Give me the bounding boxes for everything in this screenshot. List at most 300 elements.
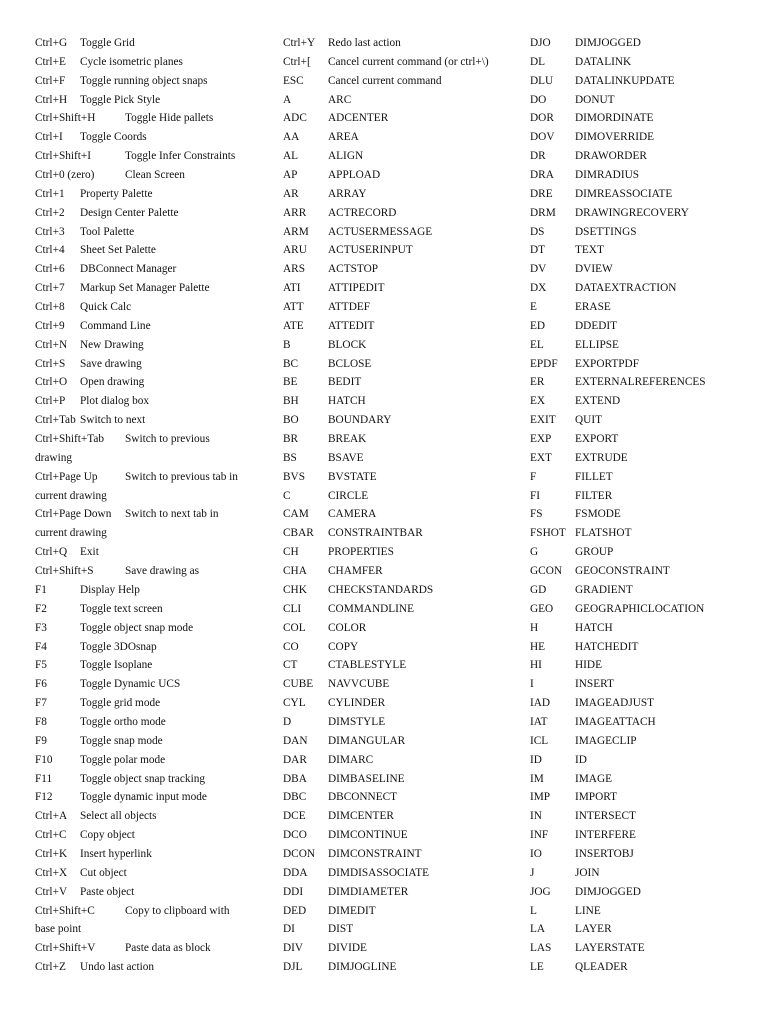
shortcut-key: ED bbox=[530, 319, 546, 332]
shortcut-row bbox=[283, 392, 523, 411]
shortcut-description: Paste data as block bbox=[125, 942, 211, 955]
shortcut-key: EXP bbox=[530, 433, 552, 446]
shortcut-description: GROUP bbox=[575, 546, 614, 559]
shortcut-row bbox=[530, 751, 765, 770]
shortcut-row bbox=[283, 902, 523, 921]
shortcut-key: JOG bbox=[530, 885, 551, 898]
shortcut-description: ACTUSERMESSAGE bbox=[328, 225, 433, 238]
shortcut-row bbox=[530, 920, 765, 939]
shortcut-key: LA bbox=[530, 923, 546, 936]
shortcut-description: Toggle Coords bbox=[80, 131, 147, 144]
shortcut-row bbox=[283, 751, 523, 770]
shortcut-description: Quick Calc bbox=[80, 301, 132, 314]
shortcut-row bbox=[283, 864, 523, 883]
shortcut-key: DRE bbox=[530, 187, 553, 200]
shortcut-row bbox=[283, 411, 523, 430]
shortcut-description: ADCENTER bbox=[328, 112, 389, 125]
shortcut-row bbox=[530, 826, 765, 845]
shortcut-key: ID bbox=[530, 753, 542, 766]
shortcut-key: Ctrl+Q bbox=[35, 546, 68, 559]
shortcut-description: IMAGE bbox=[575, 772, 613, 785]
shortcut-row bbox=[530, 600, 765, 619]
shortcut-key: ESC bbox=[283, 74, 304, 87]
shortcut-row bbox=[283, 373, 523, 392]
shortcut-column-3 bbox=[530, 34, 765, 977]
shortcut-key: IAD bbox=[530, 697, 551, 710]
shortcut-row bbox=[530, 34, 765, 53]
shortcut-key: DDA bbox=[283, 866, 308, 879]
shortcut-row bbox=[283, 920, 523, 939]
shortcut-row bbox=[35, 600, 275, 619]
shortcut-row bbox=[283, 128, 523, 147]
shortcut-row bbox=[35, 864, 275, 883]
shortcut-description: PROPERTIES bbox=[328, 546, 394, 559]
shortcut-key: Ctrl+7 bbox=[35, 282, 65, 295]
shortcut-row bbox=[35, 392, 275, 411]
shortcut-description: Toggle ortho mode bbox=[80, 715, 166, 728]
shortcut-key: E bbox=[530, 301, 537, 314]
shortcut-description: Toggle running object snaps bbox=[80, 74, 208, 87]
shortcut-row bbox=[283, 449, 523, 468]
shortcut-description: Switch to next bbox=[80, 414, 146, 427]
shortcut-key: DX bbox=[530, 282, 547, 295]
shortcut-row bbox=[35, 732, 275, 751]
shortcut-description: Sheet Set Palette bbox=[80, 244, 156, 257]
shortcut-key: DAR bbox=[283, 753, 307, 766]
shortcut-description: HATCHEDIT bbox=[575, 640, 639, 653]
shortcut-key: ATI bbox=[283, 282, 301, 295]
shortcut-key: BS bbox=[283, 451, 297, 464]
shortcut-row bbox=[35, 53, 275, 72]
shortcut-key: DRA bbox=[530, 169, 554, 182]
shortcut-row bbox=[283, 788, 523, 807]
shortcut-key: F7 bbox=[35, 697, 47, 710]
shortcut-key: LAS bbox=[530, 942, 552, 955]
shortcut-key: DBC bbox=[283, 791, 307, 804]
shortcut-row bbox=[283, 619, 523, 638]
shortcut-description: DIST bbox=[328, 923, 354, 936]
shortcut-description: Cancel current command (or ctrl+\) bbox=[328, 55, 489, 68]
shortcut-description: Cancel current command bbox=[328, 74, 442, 87]
shortcut-key: DV bbox=[530, 263, 547, 276]
shortcut-row bbox=[35, 505, 275, 524]
shortcut-row bbox=[283, 524, 523, 543]
shortcut-key: EL bbox=[530, 338, 544, 351]
shortcut-row bbox=[35, 241, 275, 260]
shortcut-description: Undo last action bbox=[80, 961, 155, 974]
shortcut-key: ARS bbox=[283, 263, 305, 276]
shortcut-row bbox=[283, 109, 523, 128]
shortcut-row bbox=[283, 241, 523, 260]
shortcut-key: AP bbox=[283, 169, 298, 182]
shortcut-description: NAVVCUBE bbox=[328, 678, 390, 691]
shortcut-key: DO bbox=[530, 93, 547, 106]
shortcut-description: Toggle grid mode bbox=[80, 697, 161, 710]
shortcut-row bbox=[283, 939, 523, 958]
shortcut-description: Switch to next tab in bbox=[125, 508, 219, 521]
shortcut-row bbox=[283, 298, 523, 317]
shortcut-key: Ctrl+Shift+S bbox=[35, 565, 94, 578]
shortcut-row bbox=[35, 109, 275, 128]
shortcut-row bbox=[530, 147, 765, 166]
shortcut-description: ATTIPEDIT bbox=[328, 282, 385, 295]
shortcut-key: F8 bbox=[35, 715, 47, 728]
shortcut-key: F9 bbox=[35, 734, 47, 747]
shortcut-description: DIMCONSTRAINT bbox=[328, 847, 422, 860]
shortcut-row bbox=[530, 845, 765, 864]
shortcut-key: DLU bbox=[530, 74, 554, 87]
shortcut-row bbox=[530, 807, 765, 826]
shortcut-key: Ctrl+C bbox=[35, 829, 67, 842]
shortcut-key: Ctrl+Shift+H bbox=[35, 112, 96, 125]
shortcut-row bbox=[35, 675, 275, 694]
shortcut-row bbox=[35, 939, 275, 958]
shortcut-key: ICL bbox=[530, 734, 549, 747]
shortcut-row bbox=[530, 958, 765, 977]
shortcut-row bbox=[530, 638, 765, 657]
shortcut-key: C bbox=[283, 489, 291, 502]
shortcut-row bbox=[530, 562, 765, 581]
shortcut-key: Ctrl+Shift+I bbox=[35, 150, 92, 163]
shortcut-key: Ctrl+8 bbox=[35, 301, 65, 314]
shortcut-key: IMP bbox=[530, 791, 551, 804]
shortcut-row bbox=[35, 694, 275, 713]
shortcut-row bbox=[283, 600, 523, 619]
shortcut-description: Tool Palette bbox=[80, 225, 135, 238]
shortcut-key: BVS bbox=[283, 470, 305, 483]
shortcut-description: CYLINDER bbox=[328, 697, 386, 710]
shortcut-key: Ctrl+P bbox=[35, 395, 66, 408]
shortcut-row bbox=[283, 543, 523, 562]
shortcut-key: Ctrl+6 bbox=[35, 263, 65, 276]
shortcut-description: CAMERA bbox=[328, 508, 377, 521]
shortcut-row bbox=[283, 883, 523, 902]
shortcut-description: DIMJOGLINE bbox=[328, 961, 397, 974]
shortcut-key: HI bbox=[530, 659, 542, 672]
shortcut-key: ER bbox=[530, 376, 545, 389]
shortcut-row bbox=[35, 128, 275, 147]
shortcut-key: F5 bbox=[35, 659, 47, 672]
shortcut-description: Toggle snap mode bbox=[80, 734, 163, 747]
shortcut-description: ALIGN bbox=[328, 150, 364, 163]
shortcut-key: DDI bbox=[283, 885, 304, 898]
shortcut-row bbox=[283, 694, 523, 713]
shortcut-row bbox=[283, 675, 523, 694]
shortcut-row bbox=[35, 166, 275, 185]
shortcut-description: HATCH bbox=[575, 621, 613, 634]
shortcut-key: AA bbox=[283, 131, 300, 144]
shortcut-key: Ctrl+[ bbox=[283, 55, 311, 68]
shortcut-key: FSHOT bbox=[530, 527, 566, 540]
shortcut-description: DBCONNECT bbox=[328, 791, 398, 804]
shortcut-row bbox=[283, 826, 523, 845]
shortcut-key: Ctrl+N bbox=[35, 338, 68, 351]
shortcut-description: DIMREASSOCIATE bbox=[575, 187, 673, 200]
shortcut-row bbox=[35, 298, 275, 317]
shortcut-description: INTERSECT bbox=[575, 810, 636, 823]
shortcut-row bbox=[283, 91, 523, 110]
shortcut-key: G bbox=[530, 546, 539, 559]
shortcut-key: DBA bbox=[283, 772, 307, 785]
shortcut-key: F3 bbox=[35, 621, 47, 634]
shortcut-key: H bbox=[530, 621, 539, 634]
shortcut-key: F4 bbox=[35, 640, 47, 653]
shortcut-key: F10 bbox=[35, 753, 53, 766]
shortcut-description: DATAEXTRACTION bbox=[575, 282, 677, 295]
shortcut-key: CYL bbox=[283, 697, 306, 710]
shortcut-key: Ctrl+X bbox=[35, 866, 68, 879]
shortcut-description: TEXT bbox=[575, 244, 604, 257]
shortcut-description: EXTRUDE bbox=[575, 451, 628, 464]
shortcut-key: CHA bbox=[283, 565, 307, 578]
shortcut-row bbox=[35, 279, 275, 298]
shortcut-description: DIMSTYLE bbox=[328, 715, 386, 728]
shortcut-description: Property Palette bbox=[80, 187, 153, 200]
shortcut-key: EXIT bbox=[530, 414, 556, 427]
shortcut-row bbox=[530, 430, 765, 449]
shortcut-description: CTABLESTYLE bbox=[328, 659, 407, 672]
shortcut-key: Ctrl+A bbox=[35, 810, 68, 823]
shortcut-description: Plot dialog box bbox=[80, 395, 150, 408]
shortcut-description: IMAGEADJUST bbox=[575, 697, 655, 710]
shortcut-description: FILLET bbox=[575, 470, 613, 483]
shortcut-key: AL bbox=[283, 150, 299, 163]
shortcut-row bbox=[283, 505, 523, 524]
shortcut-key: Ctrl+E bbox=[35, 55, 66, 68]
shortcut-row bbox=[530, 166, 765, 185]
shortcut-key: Ctrl+2 bbox=[35, 206, 65, 219]
shortcut-description: Toggle object snap mode bbox=[80, 621, 194, 634]
shortcut-key: ARR bbox=[283, 206, 307, 219]
shortcut-description: QLEADER bbox=[575, 961, 628, 974]
shortcut-row bbox=[530, 449, 765, 468]
shortcut-description: ID bbox=[575, 753, 587, 766]
shortcut-key: CO bbox=[283, 640, 299, 653]
shortcut-row bbox=[35, 543, 275, 562]
shortcut-row bbox=[35, 147, 275, 166]
shortcut-description: DIMJOGGED bbox=[575, 885, 641, 898]
shortcut-row bbox=[35, 638, 275, 657]
shortcut-row bbox=[530, 128, 765, 147]
shortcut-key: EXT bbox=[530, 451, 552, 464]
shortcut-row bbox=[283, 713, 523, 732]
shortcut-key: CHK bbox=[283, 583, 307, 596]
shortcut-row bbox=[35, 317, 275, 336]
shortcut-key: Ctrl+4 bbox=[35, 244, 65, 257]
shortcut-key: Ctrl+Y bbox=[283, 37, 316, 49]
shortcut-row bbox=[283, 336, 523, 355]
shortcut-key: DOV bbox=[530, 131, 555, 144]
shortcut-row bbox=[283, 223, 523, 242]
shortcut-key: BC bbox=[283, 357, 299, 370]
shortcut-description: EXPORTPDF bbox=[575, 357, 639, 370]
shortcut-description: DATALINKUPDATE bbox=[575, 74, 675, 87]
shortcut-key: CLI bbox=[283, 602, 302, 615]
shortcut-description: INSERT bbox=[575, 678, 614, 691]
shortcut-row bbox=[530, 185, 765, 204]
shortcut-description: IMPORT bbox=[575, 791, 618, 804]
shortcut-key: DJO bbox=[530, 37, 551, 49]
shortcut-key: Ctrl+S bbox=[35, 357, 66, 370]
shortcut-description: QUIT bbox=[575, 414, 602, 427]
shortcut-description: GEOGRAPHICLOCATION bbox=[575, 602, 705, 615]
shortcut-key: INF bbox=[530, 829, 549, 842]
shortcut-row bbox=[283, 34, 523, 53]
shortcut-key: Ctrl+Shift+C bbox=[35, 904, 95, 917]
shortcut-row bbox=[35, 807, 275, 826]
shortcut-key: AR bbox=[283, 187, 299, 200]
shortcut-row bbox=[35, 958, 275, 977]
shortcut-row bbox=[530, 656, 765, 675]
shortcut-description: IMAGECLIP bbox=[575, 734, 637, 747]
shortcut-row bbox=[283, 279, 523, 298]
shortcut-description: ARC bbox=[328, 93, 352, 106]
shortcut-row bbox=[35, 411, 275, 430]
shortcut-description: Design Center Palette bbox=[80, 206, 179, 219]
shortcut-description: Save drawing as bbox=[125, 565, 200, 578]
shortcut-description: APPLOAD bbox=[328, 169, 381, 182]
shortcut-key: LE bbox=[530, 961, 544, 974]
shortcut-key: DI bbox=[283, 923, 295, 936]
shortcut-row bbox=[35, 581, 275, 600]
shortcut-key: CBAR bbox=[283, 527, 314, 540]
shortcut-description: DSETTINGS bbox=[575, 225, 637, 238]
shortcut-key: DCON bbox=[283, 847, 316, 860]
shortcut-row bbox=[530, 223, 765, 242]
shortcut-description: CHECKSTANDARDS bbox=[328, 583, 434, 596]
shortcut-row bbox=[283, 581, 523, 600]
shortcut-description: DIMANGULAR bbox=[328, 734, 406, 747]
shortcut-description: New Drawing bbox=[80, 338, 144, 351]
shortcut-description: COLOR bbox=[328, 621, 367, 634]
shortcut-key: IN bbox=[530, 810, 542, 823]
shortcut-description: IMAGEATTACH bbox=[575, 715, 656, 728]
shortcut-row bbox=[283, 185, 523, 204]
shortcut-continuation-line bbox=[35, 449, 275, 468]
shortcut-column-1 bbox=[35, 34, 275, 977]
shortcut-key: DCO bbox=[283, 829, 307, 842]
shortcut-description: CIRCLE bbox=[328, 489, 369, 502]
shortcut-description: DRAWORDER bbox=[575, 150, 647, 163]
shortcut-description: Open drawing bbox=[80, 376, 145, 389]
shortcut-row bbox=[530, 109, 765, 128]
shortcut-key: BO bbox=[283, 414, 299, 427]
shortcut-row bbox=[530, 732, 765, 751]
shortcut-key: Ctrl+Shift+Tab bbox=[35, 433, 105, 446]
shortcut-description: DDEDIT bbox=[575, 319, 618, 332]
shortcut-description: HATCH bbox=[328, 395, 366, 408]
shortcut-description: ATTDEF bbox=[328, 301, 371, 314]
shortcut-description: DVIEW bbox=[575, 263, 613, 276]
shortcut-description: BSAVE bbox=[328, 451, 364, 464]
shortcut-key: F bbox=[530, 470, 537, 483]
shortcut-key: IM bbox=[530, 772, 544, 785]
shortcut-row bbox=[283, 53, 523, 72]
shortcut-key: ARU bbox=[283, 244, 307, 257]
shortcut-row bbox=[35, 826, 275, 845]
shortcut-key: Ctrl+Page Down bbox=[35, 508, 112, 521]
shortcut-key: Ctrl+F bbox=[35, 74, 66, 87]
shortcut-key: BH bbox=[283, 395, 299, 408]
shortcut-description: BOUNDARY bbox=[328, 414, 392, 427]
shortcut-column-2 bbox=[283, 34, 523, 977]
shortcut-key: J bbox=[530, 866, 535, 879]
shortcut-key: DJL bbox=[283, 961, 303, 974]
shortcut-key: GEO bbox=[530, 602, 554, 615]
shortcut-row bbox=[530, 902, 765, 921]
shortcut-key: Ctrl+I bbox=[35, 131, 63, 144]
shortcut-row bbox=[35, 91, 275, 110]
shortcut-row bbox=[35, 204, 275, 223]
shortcut-row bbox=[35, 770, 275, 789]
shortcut-description: COPY bbox=[328, 640, 359, 653]
shortcut-description: Markup Set Manager Palette bbox=[80, 282, 210, 295]
shortcut-description: DIMCONTINUE bbox=[328, 829, 408, 842]
shortcut-description: Toggle Infer Constraints bbox=[125, 150, 236, 163]
shortcut-description: CONSTRAINTBAR bbox=[328, 527, 423, 540]
shortcut-continuation-line bbox=[35, 524, 275, 543]
shortcut-description: Toggle Grid bbox=[80, 37, 135, 49]
shortcut-key: DS bbox=[530, 225, 545, 238]
shortcut-key: I bbox=[530, 678, 534, 691]
shortcut-row bbox=[530, 543, 765, 562]
shortcut-description: Cycle isometric planes bbox=[80, 55, 183, 68]
shortcut-row bbox=[35, 656, 275, 675]
shortcut-description: Paste object bbox=[80, 885, 135, 898]
shortcut-description: ACTSTOP bbox=[328, 263, 379, 276]
continuation-text: current drawing bbox=[35, 489, 107, 502]
shortcut-description: BREAK bbox=[328, 433, 367, 446]
shortcut-row bbox=[35, 713, 275, 732]
shortcut-row bbox=[283, 468, 523, 487]
continuation-text: base point bbox=[35, 923, 82, 936]
shortcut-row bbox=[35, 562, 275, 581]
shortcut-row bbox=[530, 411, 765, 430]
shortcut-key: Ctrl+Shift+V bbox=[35, 942, 96, 955]
shortcut-key: BR bbox=[283, 433, 299, 446]
shortcut-key: F1 bbox=[35, 583, 47, 596]
shortcut-row bbox=[530, 675, 765, 694]
shortcut-description: ACTRECORD bbox=[328, 206, 397, 219]
shortcut-description: Toggle Isoplane bbox=[80, 659, 153, 672]
shortcut-row bbox=[35, 619, 275, 638]
shortcut-key: DR bbox=[530, 150, 546, 163]
shortcut-row bbox=[35, 185, 275, 204]
shortcut-description: GRADIENT bbox=[575, 583, 633, 596]
shortcut-description: BCLOSE bbox=[328, 357, 372, 370]
shortcut-description: BEDIT bbox=[328, 376, 362, 389]
shortcut-row bbox=[530, 524, 765, 543]
shortcut-row bbox=[530, 468, 765, 487]
shortcut-row bbox=[283, 147, 523, 166]
shortcut-key: EPDF bbox=[530, 357, 558, 370]
shortcut-description: DBConnect Manager bbox=[80, 263, 177, 276]
shortcut-key: CT bbox=[283, 659, 298, 672]
shortcut-description: Toggle Dynamic UCS bbox=[80, 678, 181, 691]
shortcut-row bbox=[35, 336, 275, 355]
shortcut-row bbox=[530, 317, 765, 336]
shortcut-key: Ctrl+3 bbox=[35, 225, 65, 238]
shortcut-key: Ctrl+V bbox=[35, 885, 68, 898]
shortcut-key: Ctrl+Z bbox=[35, 961, 66, 974]
shortcut-description: Display Help bbox=[80, 583, 140, 596]
shortcut-key: GCON bbox=[530, 565, 563, 578]
shortcut-row bbox=[530, 770, 765, 789]
shortcut-row bbox=[283, 317, 523, 336]
shortcut-row bbox=[530, 260, 765, 279]
shortcut-key: Ctrl+1 bbox=[35, 187, 65, 200]
shortcut-row bbox=[530, 713, 765, 732]
